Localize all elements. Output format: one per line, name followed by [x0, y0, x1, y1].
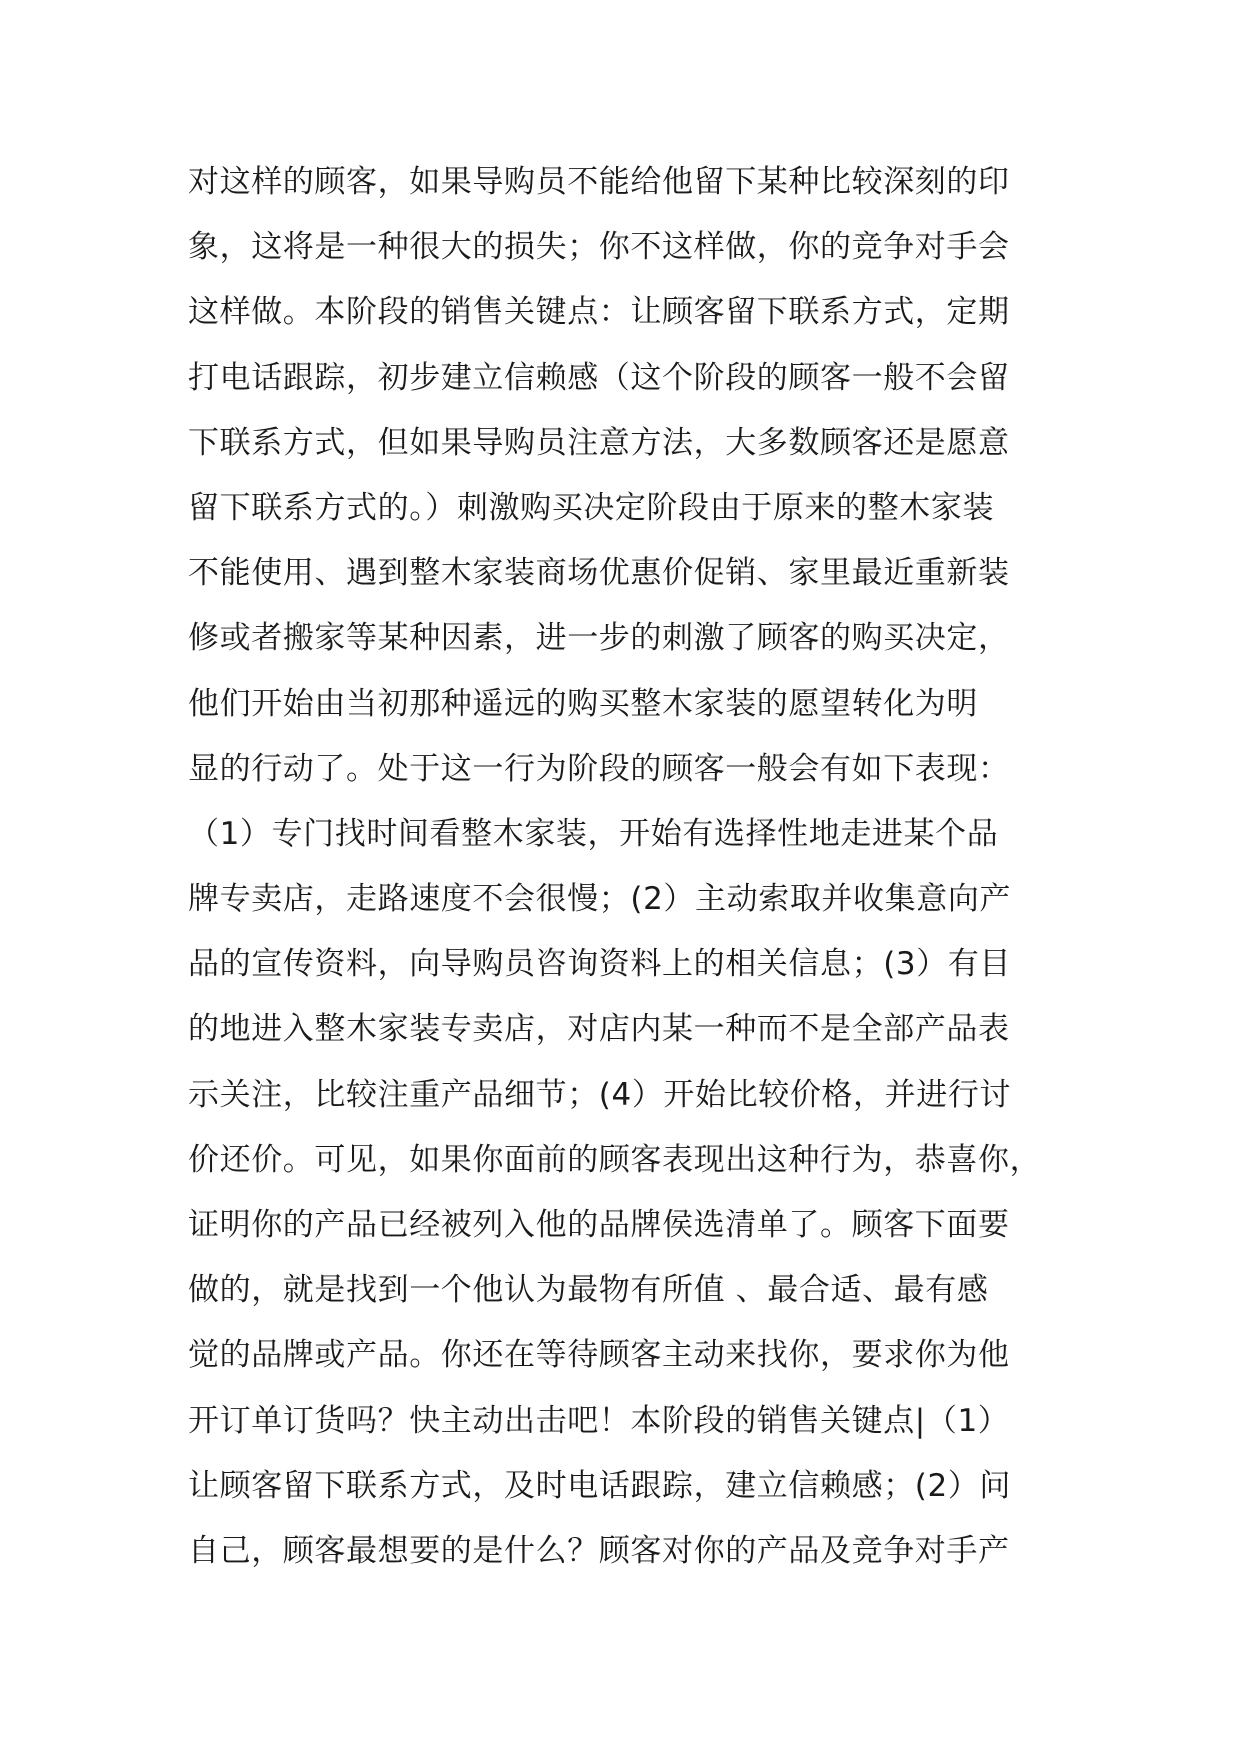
text-line: 不能使用、遇到整木家装商场优惠价促销、家里最近重新装 — [188, 555, 1010, 592]
text-line: 对这样的顾客，如果导购员不能给他留下某种比较深刻的印 — [188, 164, 1010, 200]
body-text — [188, 150, 1068, 1584]
text-line: 留下联系方式的。）刺激购买决定阶段由于原来的整木家装 — [188, 489, 995, 526]
text-line: 修或者搬家等某种因素，进一步的刺激了顾客的购买决定， — [188, 620, 1010, 657]
text-line: 这样做。本阶段的销售关键点：让顾客留下联系方式，定期 — [188, 294, 1010, 331]
text-line: 觉的品牌或产品。你还在等待顾客主动来找你，要求你为他 — [188, 1337, 1010, 1374]
text-line: 的地进入整木家装专卖店，对店内某一种而不是全部产品表 — [188, 1011, 1010, 1048]
text-line: 牌专卖店，走路速度不会很慢；(2）主动索取并收集意向产 — [188, 881, 1012, 918]
text-line: （1）专门找时间看整木家装，开始有选择性地走进某个品 — [188, 815, 999, 852]
text-line: 价还价。可见，如果你面前的顾客表现出这种行为，恭喜你， — [188, 1141, 1042, 1178]
text-line: 打电话跟踪，初步建立信赖感（这个阶段的顾客一般不会留 — [188, 359, 1010, 396]
text-line: 他们开始由当初那种遥远的购买整木家装的愿望转化为明 — [188, 685, 978, 722]
text-line: 开订单订货吗？快主动出击吧！本阶段的销售关键点|（1） — [188, 1402, 1010, 1439]
text-line: 象，这将是一种很大的损失；你不这样做，你的竞争对手会 — [188, 229, 1010, 266]
text-line: 做的，就是找到一个他认为最物有所值 、最合适、最有感 — [188, 1272, 989, 1309]
text-line: 显的行动了。处于这一行为阶段的顾客一般会有如下表现： — [188, 750, 1010, 787]
text-line: 下联系方式，但如果导购员注意方法，大多数顾客还是愿意 — [188, 424, 1010, 461]
text-line: 自己，顾客最想要的是什么？顾客对你的产品及竞争对手产 — [188, 1532, 1010, 1569]
text-line: 证明你的产品已经被列入他的品牌侯选清单了。顾客下面要 — [188, 1207, 1010, 1243]
text-line: 让顾客留下联系方式，及时电话跟踪，建立信赖感；(2）问 — [188, 1467, 1012, 1504]
text-line: 示关注，比较注重产品细节；(4）开始比较价格，并进行讨 — [188, 1076, 1012, 1113]
text-line: 品的宣传资料，向导购员咨询资料上的相关信息；(3）有目 — [188, 946, 1012, 983]
